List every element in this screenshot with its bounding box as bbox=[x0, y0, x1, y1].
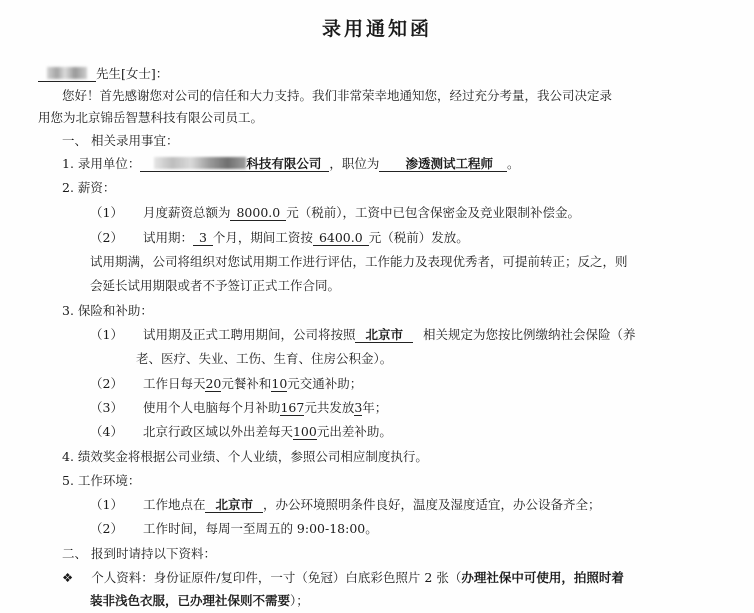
insurance-1-num: （1） bbox=[90, 327, 123, 342]
salary-1-num: （1） bbox=[90, 205, 123, 220]
insurance-3-line bbox=[90, 400, 387, 416]
salary-2-line bbox=[90, 230, 469, 246]
insurance-2-line bbox=[90, 376, 362, 392]
environment-2-num: （2） bbox=[90, 521, 123, 536]
insurance-4-b: 元出差补助。 bbox=[316, 424, 392, 439]
intro-line-2: 用您为北京锦岳智慧科技有限公司员工。 bbox=[38, 110, 264, 125]
insurance-1-a: 试用期及正式工聘用期间，公司将按照 bbox=[142, 327, 356, 342]
insurance-1-city: 北京市 bbox=[355, 327, 413, 343]
salary-1-line bbox=[90, 205, 580, 221]
insurance-2-a: 工作日每天 bbox=[142, 376, 206, 391]
documents-1-a: 个人资料：身份证原件/复印件，一寸（免冠）白底彩色照片 2 张（ bbox=[91, 570, 462, 585]
salary-2-amount: 6400.0 bbox=[313, 230, 369, 246]
insurance-3-c: 年； bbox=[362, 400, 388, 415]
item-1-mid: ，职位为 bbox=[329, 156, 380, 171]
documents-line-2 bbox=[90, 593, 309, 609]
insurance-1-b: 相关规定为您按比例缴纳社会保险（养 bbox=[422, 327, 636, 342]
insurance-3-a: 使用个人电脑每个月补助 bbox=[142, 400, 281, 415]
insurance-2-transport: 10 bbox=[271, 376, 288, 391]
item-1-company bbox=[140, 156, 329, 172]
intro-line-1: 您好！首先感谢您对公司的信任和大力支持。我们非常荣幸地通知您，经过充分考量，我公司决定录 bbox=[62, 88, 613, 103]
item-1-end: 。 bbox=[506, 156, 520, 171]
insurance-2-num: （2） bbox=[90, 376, 123, 391]
salary-1-b: 元（税前），工资中已包含保密金及竞业限制补偿金。 bbox=[286, 205, 580, 220]
item-3-heading: 3. 保险和补助： bbox=[62, 303, 153, 318]
environment-1-city: 北京市 bbox=[205, 497, 263, 513]
insurance-4-num: （4） bbox=[90, 424, 123, 439]
name-blur bbox=[47, 67, 87, 79]
insurance-2-meal: 20 bbox=[205, 376, 222, 391]
insurance-3-num: （3） bbox=[90, 400, 123, 415]
probation-line-1: 试用期满，公司将组织对您试用期工作进行评估，工作能力及表现优秀者，可提前转正；反之，则 bbox=[90, 254, 628, 269]
salutation-text: 先生[女士]： bbox=[96, 66, 169, 81]
insurance-3-b: 元共发放 bbox=[304, 400, 355, 415]
salary-2-b: 个月，期间工资按 bbox=[212, 230, 313, 245]
documents-1-bold: 办理社保中可使用，拍照时着 bbox=[461, 570, 624, 585]
bullet-icon: ❖ bbox=[62, 570, 74, 585]
redacted-name bbox=[38, 66, 96, 82]
salary-2-months: 3 bbox=[193, 230, 213, 246]
item-4-line: 4. 绩效奖金将根据公司业绩、个人业绩，参照公司相应制度执行。 bbox=[62, 449, 428, 464]
environment-2-a: 工作时间，每周一至周五的 9:00-18:00。 bbox=[142, 521, 378, 536]
salary-2-a: 试用期： bbox=[142, 230, 193, 245]
section-1-heading: 一、 相关录用事宜： bbox=[62, 133, 179, 148]
item-2-heading: 2. 薪资： bbox=[62, 180, 116, 195]
documents-line-1 bbox=[62, 570, 624, 586]
salary-2-c: 元（税前）发放。 bbox=[368, 230, 469, 245]
salary-1-a: 月度薪资总额为 bbox=[142, 205, 231, 220]
company-blur bbox=[154, 157, 246, 169]
item-1-line bbox=[62, 156, 519, 172]
documents-2-bold: 装非浅色衣服，已办理社保则不需要 bbox=[90, 593, 291, 608]
insurance-3-years: 3 bbox=[354, 400, 363, 415]
salary-1-amount: 8000.0 bbox=[230, 205, 286, 221]
environment-1-a: 工作地点在 bbox=[142, 497, 206, 512]
salutation-line bbox=[38, 66, 168, 82]
environment-1-b: ，办公环境照明条件良好，温度及湿度适宜，办公设备齐全； bbox=[262, 497, 601, 512]
probation-line-2: 会延长试用期限或者不予签订正式工作合同。 bbox=[90, 278, 341, 293]
item-5-heading: 5. 工作环境： bbox=[62, 473, 141, 488]
insurance-1-line bbox=[90, 327, 636, 343]
insurance-4-amount: 100 bbox=[292, 424, 317, 439]
environment-1-line bbox=[90, 497, 601, 513]
insurance-4-line bbox=[90, 424, 392, 440]
insurance-4-a: 北京行政区域以外出差每天 bbox=[142, 424, 293, 439]
insurance-2-b: 元餐补和 bbox=[221, 376, 272, 391]
documents-2-end: ）； bbox=[290, 593, 309, 608]
insurance-1-line-2: 老、医疗、失业、工伤、生育、住房公积金）。 bbox=[136, 351, 393, 366]
item-1-prefix: 1. 录用单位： bbox=[62, 156, 141, 171]
insurance-3-amount: 167 bbox=[280, 400, 305, 415]
environment-2-line bbox=[90, 521, 378, 537]
document-title: 录用通知函 bbox=[321, 18, 432, 40]
salary-2-num: （2） bbox=[90, 230, 123, 245]
section-2-heading: 二、 报到时请持以下资料： bbox=[62, 546, 216, 561]
item-1-position: 渗透测试工程师 bbox=[379, 156, 507, 172]
insurance-2-c: 元交通补助； bbox=[287, 376, 363, 391]
environment-1-num: （1） bbox=[90, 497, 123, 512]
company-suffix: 科技有限公司 bbox=[246, 156, 322, 171]
